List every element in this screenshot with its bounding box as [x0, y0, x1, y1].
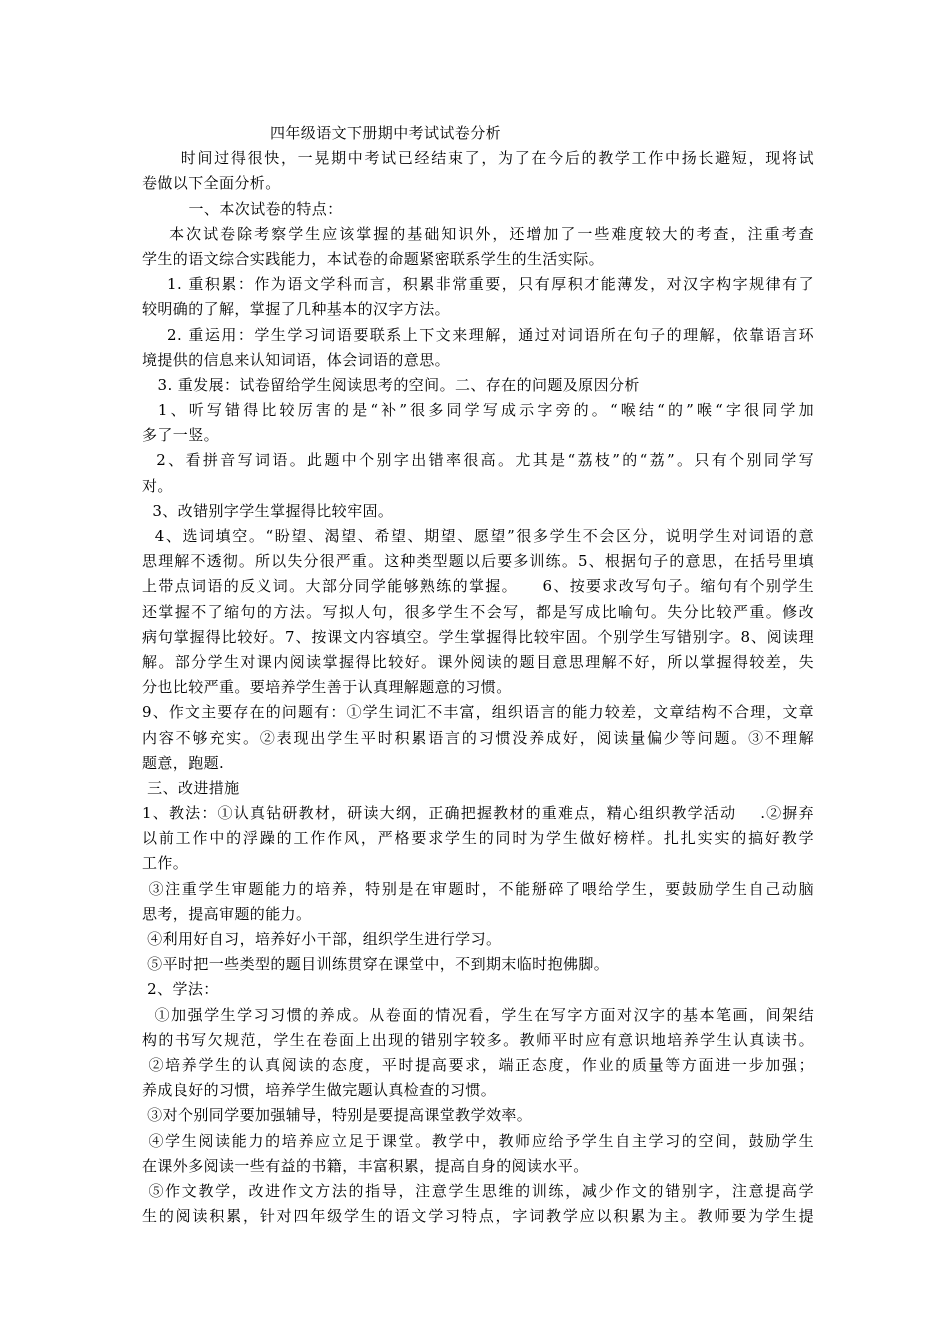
- text-line: 4、选词填空。“盼望、渴望、希望、期望、愿望”很多学生不会区分，说明学生对词语的意: [142, 527, 814, 545]
- text-line: 以前工作中的浮躁的工作作风，严格要求学生的同时为学生做好榜样。扎扎实实的搞好教学: [142, 829, 814, 848]
- text-line: 2. 重运用：学生学习词语要联系上下文来理解，通过对词语所在句子的理解，依靠语言环: [142, 325, 814, 344]
- text-line: 3、改错别字学生掌握得比较牢固。: [142, 501, 394, 520]
- text-line: 境提供的信息来认知词语，体会词语的意思。: [142, 350, 451, 369]
- text-line: ⑤作文教学，改进作文方法的指导，注意学生思维的训练，减少作文的错别字，注意提高学: [142, 1181, 814, 1200]
- text-line: 较明确的了解，掌握了几种基本的汉字方法。: [142, 300, 451, 319]
- text-line: 学生的语文综合实践能力，本试卷的命题紧密联系学生的生活实际。: [142, 249, 605, 268]
- text-line: 对。: [142, 476, 173, 495]
- text-line: 分也比较严重。要培养学生善于认真理解题意的习惯。: [142, 678, 512, 697]
- text-line: 3. 重发展：试卷留给学生阅读思考的空间。二、存在的问题及原因分析: [142, 375, 640, 394]
- text-line: 2、看拼音写词语。此题中个别字出错率很高。尤其是“荔枝”的“荔”。只有个别同学写: [142, 451, 814, 470]
- text-line: ①加强学生学习习惯的养成。从卷面的情况看，学生在写字方面对汉字的基本笔画，间架结: [142, 1005, 814, 1024]
- text-line: ③注重学生审题能力的培养，特别是在审题时，不能掰碎了喂给学生，要鼓励学生自己动脑: [142, 879, 814, 898]
- text-line: ④学生阅读能力的培养应立足于课堂。教学中，教师应给予学生自主学习的空间，鼓励学生: [142, 1131, 814, 1150]
- document-body: [142, 146, 814, 1229]
- text-line: 一、本次试卷的特点：: [142, 199, 343, 218]
- document-title: 四年级语文下册期中考试试卷分析: [270, 124, 502, 142]
- text-line: 多了一竖。: [142, 426, 220, 445]
- document-page: [142, 121, 814, 1229]
- text-line: 工作。: [142, 854, 189, 873]
- text-line: 时间过得很快，一晃期中考试已经结束了，为了在今后的教学工作中扬长避短，现将试: [142, 149, 814, 168]
- text-line: 思理解不透彻。所以失分很严重。这种类型题以后要多训练。5、根据句子的意思，在括号里填: [142, 552, 814, 571]
- text-line: ②培养学生的认真阅读的态度，平时提高要求，端正态度，作业的质量等方面进一步加强；: [142, 1055, 814, 1074]
- text-line: 解。部分学生对课内阅读掌握得比较好。课外阅读的题目意思理解不好，所以掌握得较差，失: [142, 652, 814, 671]
- text-line: 还掌握不了缩句的方法。写拟人句，很多学生不会写，都是写成比喻句。失分比较严重。修改: [142, 602, 814, 621]
- text-line: ④利用好自习，培养好小干部，组织学生进行学习。: [142, 930, 502, 948]
- text-line: 生的阅读积累，针对四年级学生的语文学习特点，字词教学应以积累为主。教师要为学生提: [142, 1207, 814, 1226]
- text-line: 2、学法：: [142, 980, 219, 999]
- text-line: ⑤平时把一些类型的题目训练贯穿在课堂中，不到期末临时抱佛脚。: [142, 955, 610, 974]
- text-line: 1. 重积累：作为语文学科而言，积累非常重要，只有厚积才能薄发，对汉字构字规律有了: [142, 275, 814, 294]
- text-line: 本次试卷除考察学生应该掌握的基础知识外，还增加了一些难度较大的考查，注重考查: [142, 224, 814, 243]
- text-line: 题意，跑题.: [142, 753, 225, 772]
- text-line: 上带点词语的反义词。大部分同学能够熟练的掌握。 6、按要求改写句子。缩句有个别学生: [142, 577, 814, 596]
- text-line: 卷做以下全面分析。: [142, 174, 281, 193]
- text-line: 在课外多阅读一些有益的书籍，丰富积累，提高自身的阅读水平。: [142, 1156, 589, 1175]
- text-line: 思考，提高审题的能力。: [142, 904, 312, 923]
- text-line: 1、教法：①认真钻研教材，研读大纲，正确把握教材的重难点，精心组织教学活动 .②摒弃: [142, 804, 814, 823]
- text-line: 病句掌握得比较好。7、按课文内容填空。学生掌握得比较牢固。个别学生写错别字。8、阅读理: [142, 627, 814, 646]
- text-line: 养成良好的习惯，培养学生做完题认真检查的习惯。: [142, 1081, 497, 1100]
- text-line: 内容不够充实。②表现出学生平时积累语言的习惯没养成好，阅读量偏少等问题。③不理解: [142, 728, 814, 747]
- text-line: 三、改进措施: [142, 778, 240, 797]
- text-line: ③对个别同学要加强辅导，特别是要提高课堂教学效率。: [142, 1106, 533, 1125]
- text-line: 构的书写欠规范，学生在卷面上出现的错别字较多。教师平时应有意识地培养学生认真读书。: [142, 1030, 814, 1049]
- text-line: 9、作文主要存在的问题有：①学生词汇不丰富，组织语言的能力较差，文章结构不合理，文章: [142, 703, 814, 722]
- text-line: 1、听写错得比较厉害的是“补”很多同学写成示字旁的。“喉结“的”喉“字很同学加: [142, 401, 814, 420]
